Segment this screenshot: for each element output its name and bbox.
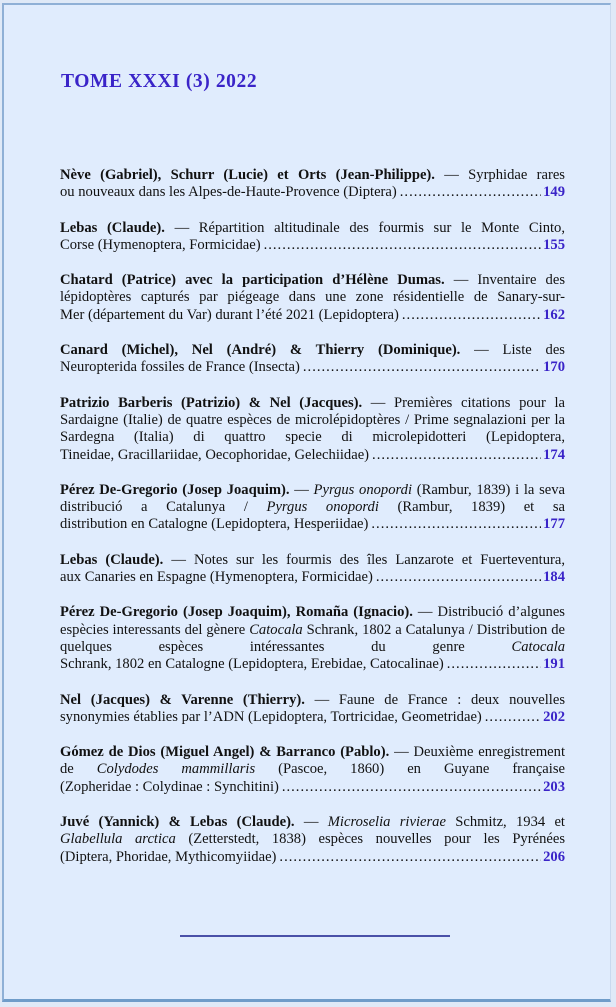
entry-title-text: synonymies établies par l’ADN (Lepidoptera, Tortricidae, Geometridae) xyxy=(60,708,482,725)
page-number: 162 xyxy=(543,306,565,323)
entry-authors: Nel (Jacques) & Varenne (Thierry). xyxy=(60,691,305,708)
species-name: Catocala xyxy=(511,638,565,655)
entry-text xyxy=(60,272,565,307)
page-number: 202 xyxy=(543,708,565,725)
footer-divider xyxy=(180,935,450,937)
entry-title-text: Schmitz, 1934 et xyxy=(445,814,565,831)
entry-title-text: — Répartition altitudinale des fourmis sur le Monte Cinto, xyxy=(164,219,565,236)
dot-leader xyxy=(485,709,541,726)
dot-leader xyxy=(447,656,541,673)
entry-title-text: — xyxy=(294,814,328,831)
entry-text xyxy=(60,482,565,517)
toc-entry xyxy=(60,220,565,255)
entry-last-line xyxy=(60,307,565,324)
entry-title-text: Corse (Hymenoptera, Formicidae) xyxy=(60,236,261,253)
entry-title-text: distribution en Catalogne (Lepidoptera, Hesperiidae) xyxy=(60,516,369,533)
entry-authors: Chatard (Patrice) avec la participation d’Hélène Dumas. xyxy=(60,272,445,289)
species-name: Glabellula arctica xyxy=(60,831,176,848)
entry-last-line xyxy=(60,656,565,673)
page-number: 174 xyxy=(543,446,565,463)
document-page xyxy=(2,3,611,1002)
entry-last-line xyxy=(60,709,565,726)
entry-authors: Lebas (Claude). xyxy=(60,219,165,236)
entry-title-text: ou nouveaux dans les Alpes-de-Haute-Provence (Diptera) xyxy=(60,184,397,201)
entry-title-text: (Rambur, 1839) et sa xyxy=(378,499,565,516)
toc-entry xyxy=(60,744,565,796)
entry-title-text: — Distribució d’algunes espècies interessants del gènere xyxy=(60,604,565,638)
entry-title-text: — Inventaire des lépidoptères capturés par piégeage dans une zone résidentielle de Sanary-sur- xyxy=(60,272,565,306)
entry-last-line xyxy=(60,447,565,464)
toc-entry xyxy=(60,342,565,377)
entry-text xyxy=(60,692,565,709)
volume-title: TOME XXXI (3) 2022 xyxy=(61,71,258,92)
dot-leader xyxy=(303,359,541,376)
page-number: 203 xyxy=(543,778,565,795)
entry-title-text: Schrank, 1802 a Catalunya / Distribution de quelques espèces intéressantes du genre xyxy=(60,621,565,655)
entry-title-text: Tineidae, Gracillariidae, Oecophoridae, Gelechiidae) xyxy=(60,446,370,463)
page-number: 191 xyxy=(543,656,565,673)
dot-leader xyxy=(264,237,542,254)
entry-title-text: — Notes sur les fourmis des îles Lanzarote et Fuerteventura, xyxy=(163,551,565,568)
entry-title-text: (Zetterstedt, 1838) espèces nouvelles pour les Pyrénées xyxy=(175,831,565,848)
toc-entry xyxy=(60,482,565,534)
entry-title-text: — Liste des xyxy=(460,342,565,359)
page-number: 149 xyxy=(543,184,565,201)
dot-leader xyxy=(400,184,541,201)
species-name: Catocala xyxy=(249,621,303,638)
entry-last-line xyxy=(60,516,565,533)
toc-entry xyxy=(60,167,565,202)
page-number: 177 xyxy=(543,516,565,533)
entry-title-text: (Pascoe, 1860) en Guyane française xyxy=(255,761,565,778)
entry-title-text: Schrank, 1802 en Catalogne (Lepidoptera, Erebidae, Catocalinae) xyxy=(60,656,444,673)
toc-entry xyxy=(60,604,565,673)
dot-leader xyxy=(402,307,541,324)
dot-leader xyxy=(372,447,541,464)
toc-entry xyxy=(60,552,565,587)
species-name: Colydodes mammillaris xyxy=(96,761,256,778)
page-number: 155 xyxy=(543,236,565,253)
entry-last-line xyxy=(60,569,565,586)
entry-title-text: — Faune de France : deux nouvelles xyxy=(304,691,565,708)
entry-authors: Juvé (Yannick) & Lebas (Claude). xyxy=(60,814,295,831)
dot-leader xyxy=(279,849,541,866)
page-number: 206 xyxy=(543,848,565,865)
entry-authors: Patrizio Barberis (Patrizio) & Nel (Jacques). xyxy=(60,394,363,411)
dot-leader xyxy=(376,569,541,586)
entry-last-line xyxy=(60,849,565,866)
entry-last-line xyxy=(60,359,565,376)
dot-leader xyxy=(371,516,541,533)
entry-authors: Pérez De-Gregorio (Josep Joaquim), Romaña (Ignacio). xyxy=(60,604,413,621)
entry-title-text: Neuropterida fossiles de France (Insecta) xyxy=(60,359,300,376)
entry-title-text: — Deuxième enregistrement de xyxy=(60,744,565,778)
toc-entry xyxy=(60,692,565,727)
entry-text xyxy=(60,814,565,849)
entry-authors: Lebas (Claude). xyxy=(60,551,164,568)
entry-text xyxy=(60,552,565,569)
entry-authors: Canard (Michel), Nel (André) & Thierry (Dominique). xyxy=(60,342,461,359)
toc-entry xyxy=(60,272,565,324)
entry-title-text: (Zopheridae : Colydinae : Synchitini) xyxy=(60,778,279,795)
entry-title-text: (Rambur, 1839) i la seva distribució a Catalunya / xyxy=(60,481,566,516)
entry-text xyxy=(60,167,565,184)
entry-text xyxy=(60,395,565,447)
entry-title-text: aux Canaries en Espagne (Hymenoptera, Formicidae) xyxy=(60,569,373,586)
entry-text xyxy=(60,220,565,237)
entry-last-line xyxy=(60,237,565,254)
entry-title-text: — xyxy=(289,481,314,498)
entry-authors: Gómez de Dios (Miguel Angel) & Barranco (Pablo). xyxy=(60,744,390,761)
entry-title-text: — Premières citations pour la Sardaigne (Italie) de quatre espèces de microlépidoptères / Prime segnalazioni per la Sardegna (Italia) di quattro specie di microlepidotteri (Lepidoptera, xyxy=(60,394,565,446)
entry-title-text: (Diptera, Phoridae, Mythicomyiidae) xyxy=(60,848,277,865)
species-name: Microselia rivierae xyxy=(327,814,446,831)
entry-authors: Nève (Gabriel), Schurr (Lucie) et Orts (Jean-Philippe). xyxy=(60,167,435,183)
entry-title-text: Mer (département du Var) durant l’été 2021 (Lepidoptera) xyxy=(60,306,399,323)
dot-leader xyxy=(282,779,541,796)
toc-entry xyxy=(60,814,565,866)
table-of-contents xyxy=(60,167,565,884)
entry-authors: Pérez De-Gregorio (Josep Joaquim). xyxy=(60,481,290,498)
species-name: Pyrgus onopordi xyxy=(313,481,413,498)
toc-entry xyxy=(60,395,565,464)
page-number: 184 xyxy=(543,569,565,586)
entry-last-line xyxy=(60,779,565,796)
page-number: 170 xyxy=(543,359,565,376)
entry-text xyxy=(60,604,565,656)
entry-last-line xyxy=(60,184,565,201)
entry-text xyxy=(60,744,565,779)
entry-text xyxy=(60,342,565,359)
species-name: Pyrgus onopordi xyxy=(266,499,379,516)
entry-title-text: — Syrphidae rares xyxy=(434,167,565,183)
